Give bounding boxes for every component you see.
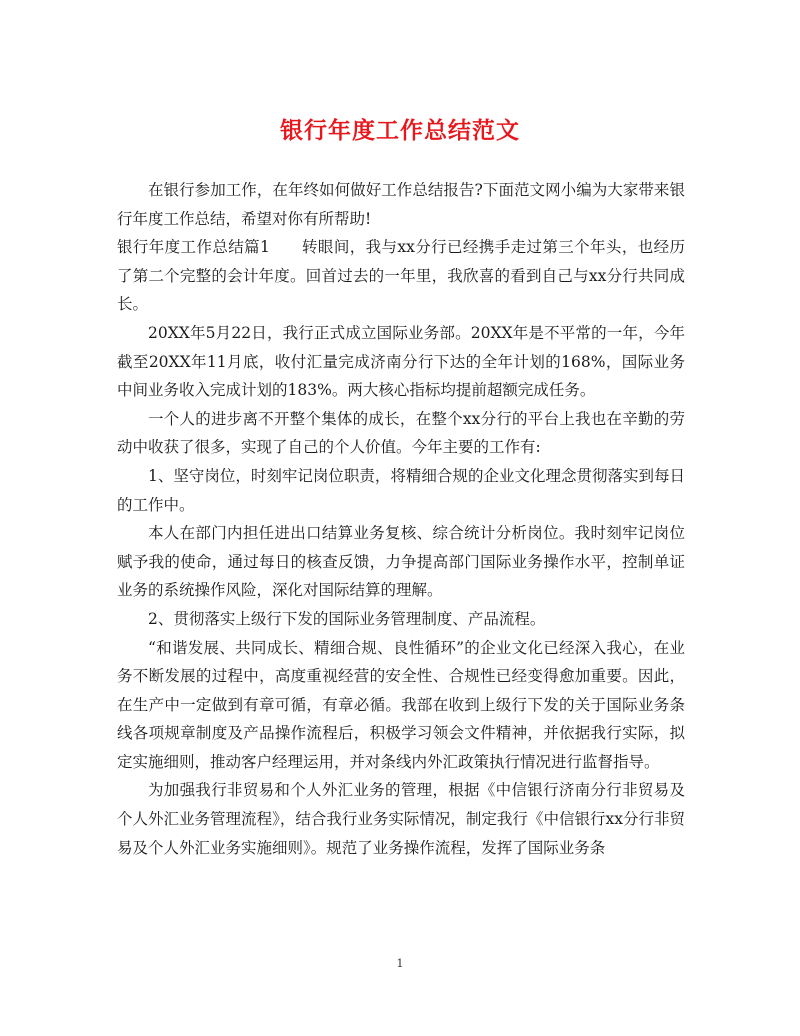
paragraph-foreign-exchange: 为加强我行非贸易和个人外汇业务的管理，根据《中信银行济南分行非贸易及个人外汇业务管理流程》，结合我行业务实际情况，制定我行《中信银行xx分行非贸易及个人外汇业务实施细则》。规范了业务操作流程，发挥了国际业务条 — [117, 781, 685, 857]
paragraph-section-heading: 银行年度工作总结篇1 转眼间，我与xx分行已经携手走过第三个年头，也经历了第二个完整的会计年度。回首过去的一年里，我欣喜的看到自己与xx分行共同成长。 — [117, 238, 685, 314]
paragraph-intro: 在银行参加工作，在年终如何做好工作总结报告?下面范文网小编为大家带来银行年度工作总结，希望对你有所帮助! — [117, 181, 685, 228]
paragraph-personal-growth: 一个人的进步离不开整个集体的成长，在整个xx分行的平台上我也在辛勤的劳动中收获了很多，实现了自己的个人价值。今年主要的工作有: — [117, 409, 685, 457]
document-body — [117, 176, 685, 862]
page-number: 1 — [396, 957, 404, 970]
document-title: 银行年度工作总结范文 — [280, 117, 520, 144]
paragraph-point-2: 2、贯彻落实上级行下发的国际业务管理制度、产品流程。 — [148, 609, 546, 628]
paragraph-corporate-culture: “和谐发展、共同成长、精细合规、良性循环”的企业文化已经深入我心，在业务不断发展的过程中，高度重视经营的安全性、合规性已经变得愈加重要。因此，在生产中一定做到有章可循，有章必循。我部在收到上级行下发的关于国际业务条线各项规章制度及产品操作流程后，积极学习领会文件精神，并依据我行实际，拟定实施细则，推动客户经理运用，并对条线内外汇政策执行情况进行监督指导。 — [117, 638, 685, 771]
paragraph-role-description: 本人在部门内担任进出口结算业务复核、综合统计分析岗位。我时刻牢记岗位赋予我的使命，通过每日的核查反馈，力争提高部门国际业务操作水平，控制单证业务的系统操作风险，深化对国际结算的理解。 — [117, 524, 685, 600]
paragraph-department-founding: 20XX年5月22日，我行正式成立国际业务部。20XX年是不平常的一年，今年截至20XX年11月底，收付汇量完成济南分行下达的全年计划的168%，国际业务中间业务收入完成计划的183%。两大核心指标均提前超额完成任务。 — [117, 323, 685, 400]
paragraph-point-1: 1、坚守岗位，时刻牢记岗位职责，将精细合规的企业文化理念贯彻落实到每日的工作中。 — [117, 466, 685, 514]
